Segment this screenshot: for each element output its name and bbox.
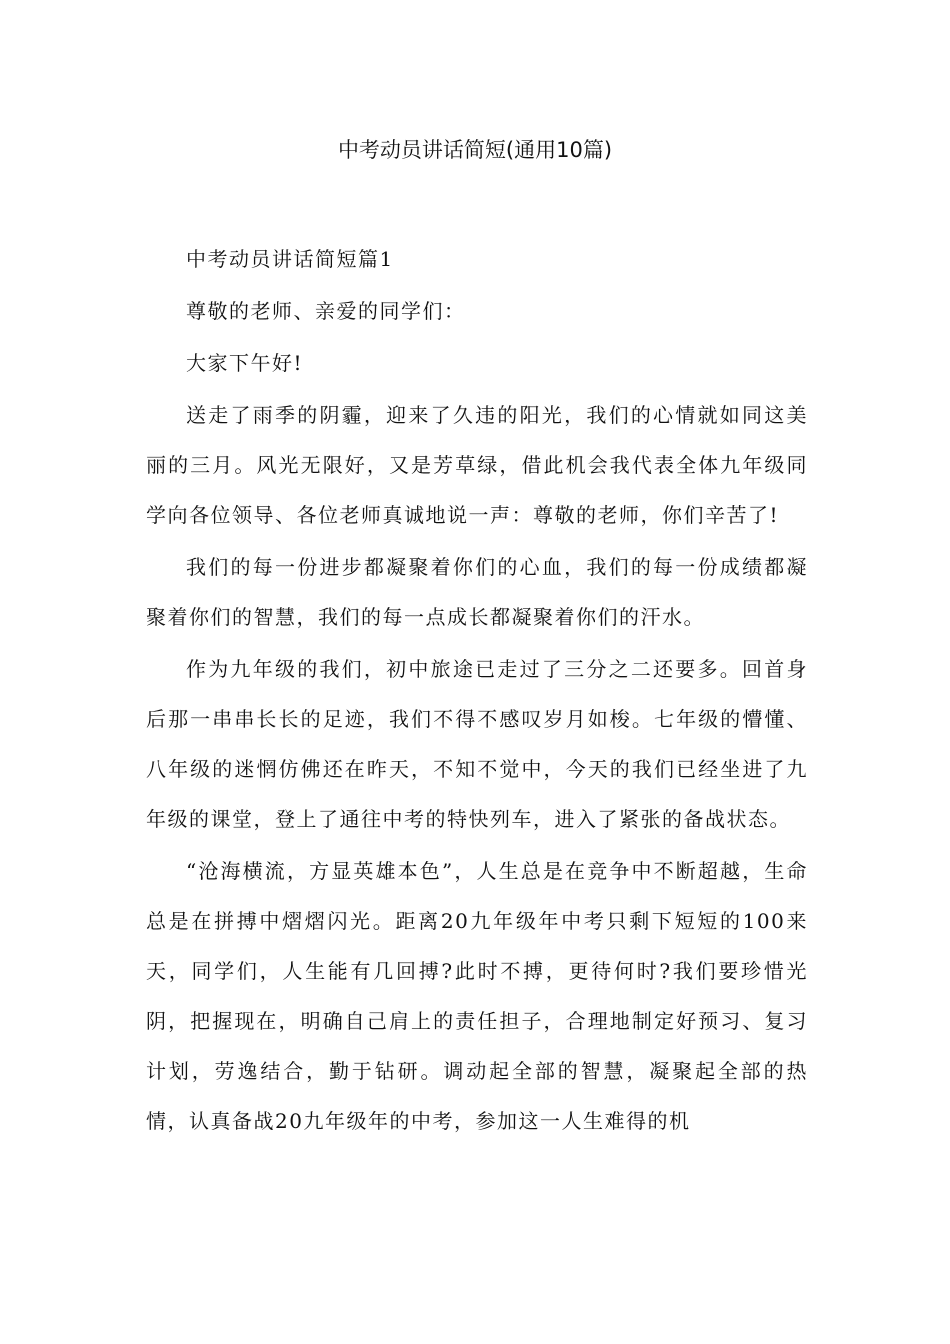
salutation: 尊敬的老师、亲爱的同学们： [186, 299, 466, 323]
paragraph: 作为九年级的我们，初中旅途已走过了三分之二还要多。回首身后那一串串长长的足迹，我们不得不感叹岁月如梭。七年级的懵懂、八年级的迷惘仿佛还在昨天，不知不觉中，今天的我们已经坐进了九年级的课堂，登上了通往中考的特快列车，进入了紧张的备战状态。 [146, 657, 808, 831]
paragraph: “沧海横流，方显英雄本色”，人生总是在竞争中不断超越，生命总是在拼搏中熠熠闪光。距离20九年级年中考只剩下短短的100来天，同学们，人生能有几回搏?此时不搏，更待何时?我们要珍惜光阴，把握现在，明确自己肩上的责任担子，合理地制定好预习、复习计划，劳逸结合，勤于钻研。调动起全部的智慧，凝聚起全部的热情，认真备战20九年级年的中考，参加这一人生难得的机 [146, 859, 808, 1133]
paragraph: 我们的每一份进步都凝聚着你们的心血，我们的每一份成绩都凝聚着你们的智慧，我们的每一点成长都凝聚着你们的汗水。 [146, 555, 808, 629]
document-title: 中考动员讲话简短(通用10篇) [337, 138, 613, 162]
greeting: 大家下午好! [186, 351, 304, 375]
document-body [146, 234, 808, 1148]
section-heading: 中考动员讲话简短篇1 [186, 247, 394, 271]
paragraph: 送走了雨季的阴霾，迎来了久违的阳光，我们的心情就如同这美丽的三月。风光无限好，又是芳草绿，借此机会我代表全体九年级同学向各位领导、各位老师真诚地说一声：尊敬的老师，你们辛苦了! [146, 403, 808, 527]
